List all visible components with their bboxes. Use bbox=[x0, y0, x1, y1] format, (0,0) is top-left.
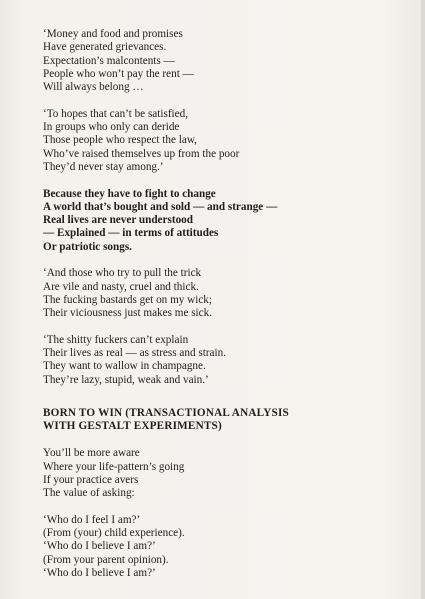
verse-line: Will always belong … bbox=[43, 81, 144, 93]
stanza-2 bbox=[43, 108, 403, 174]
page-edge bbox=[421, 0, 425, 599]
verse-line: The fucking bastards get on my wick; bbox=[43, 293, 213, 306]
verse-line: They’re lazy, stupid, weak and vain.’ bbox=[43, 373, 209, 386]
verse-line: You’ll be more aware bbox=[43, 447, 140, 460]
verse-line: ‘To hopes that can’t be satisfied, bbox=[43, 107, 189, 120]
verse-line: ‘Who do I believe I am?’ bbox=[43, 566, 156, 579]
stanza-1 bbox=[43, 28, 403, 94]
verse-line: If your practice avers bbox=[43, 473, 139, 486]
verse-line: A world that’s bought and sold — and strange — bbox=[43, 200, 278, 213]
verse-line: Their lives as real — as stress and strain. bbox=[43, 347, 226, 359]
section-heading bbox=[43, 407, 403, 434]
verse-line: Where your life-pattern’s going bbox=[43, 460, 185, 473]
verse-line: (From your parent opinion). bbox=[43, 553, 169, 566]
verse-line: In groups who only can deride bbox=[43, 121, 180, 133]
verse-line: Have generated grievances. bbox=[43, 41, 167, 54]
verse-line: The value of asking: bbox=[43, 487, 135, 499]
verse-line: People who won’t pay the rent — bbox=[43, 67, 194, 80]
verse-line: Real lives are never understood bbox=[43, 214, 193, 226]
verse-line: ‘Who do I feel I am?’ bbox=[43, 513, 141, 526]
stanza-5 bbox=[43, 334, 403, 387]
verse-line: Are vile and nasty, cruel and thick. bbox=[43, 280, 199, 293]
verse-line: Who’ve raised themselves up from the poor bbox=[43, 147, 240, 160]
verse-line: ‘Money and food and promises bbox=[43, 28, 183, 40]
stanza-6 bbox=[43, 447, 403, 500]
verse-line: Or patriotic songs. bbox=[43, 240, 132, 253]
verse-line: ‘And those who try to pull the trick bbox=[43, 267, 202, 280]
stanza-4 bbox=[43, 267, 403, 320]
stanza-3-bold bbox=[43, 188, 403, 254]
verse-line: (From (your) child experience). bbox=[43, 527, 185, 539]
verse-line: Because they have to fight to change bbox=[43, 187, 216, 200]
verse-line: Their viciousness just makes me sick. bbox=[43, 307, 213, 319]
heading-line: WITH GESTALT EXPERIMENTS) bbox=[43, 420, 222, 432]
verse-line: They’d never stay among.’ bbox=[43, 160, 164, 173]
heading-line: BORN TO WIN (TRANSACTIONAL ANALYSIS bbox=[43, 406, 289, 419]
verse-line: ‘The shitty fuckers can’t explain bbox=[43, 333, 189, 346]
verse-line: They want to wallow in champagne. bbox=[43, 360, 206, 373]
verse-line: Those people who respect the law, bbox=[43, 134, 197, 147]
verse-line: Expectation’s malcontents — bbox=[43, 54, 175, 67]
poem-content bbox=[43, 28, 403, 594]
verse-line: ‘Who do I believe I am?’ bbox=[43, 540, 156, 553]
stanza-7 bbox=[43, 514, 403, 580]
verse-line: — Explained — in terms of attitudes bbox=[43, 227, 219, 240]
